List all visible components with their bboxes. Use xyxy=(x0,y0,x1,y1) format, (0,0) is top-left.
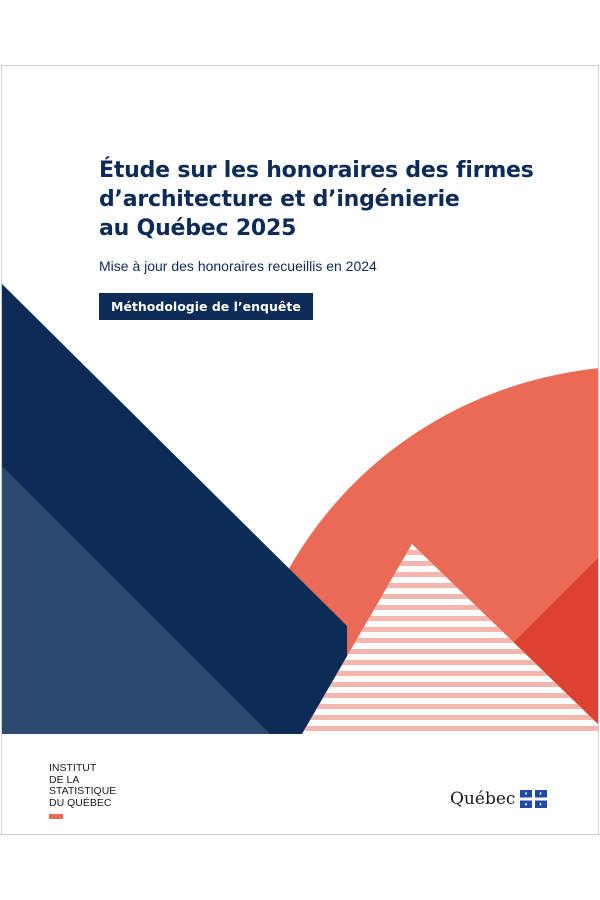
title-line-3: au Québec 2025 xyxy=(99,216,297,241)
isq-logo-line-3: STATISTIQUE xyxy=(49,785,117,797)
isq-logo-line-1: INSTITUT xyxy=(49,762,97,774)
document-cover xyxy=(1,65,599,835)
isq-logo xyxy=(49,763,116,809)
quebec-flag-icon xyxy=(520,790,547,808)
section-badge: Méthodologie de l’enquête xyxy=(99,293,313,320)
document-subtitle: Mise à jour des honoraires recueillis en 2024 xyxy=(99,258,377,274)
quebec-logo xyxy=(450,789,547,809)
title-line-1: Étude sur les honoraires des firmes xyxy=(99,158,534,183)
isq-logo-line-2: DE LA xyxy=(49,773,80,786)
isq-accent-bar xyxy=(49,814,63,819)
title-line-2: d’architecture et d’ingénierie xyxy=(99,187,460,212)
quebec-wordmark: Québec xyxy=(450,789,516,809)
document-title xyxy=(99,156,569,243)
cover-illustration xyxy=(2,266,599,734)
isq-logo-line-4: DU QUÉBEC xyxy=(49,796,112,809)
